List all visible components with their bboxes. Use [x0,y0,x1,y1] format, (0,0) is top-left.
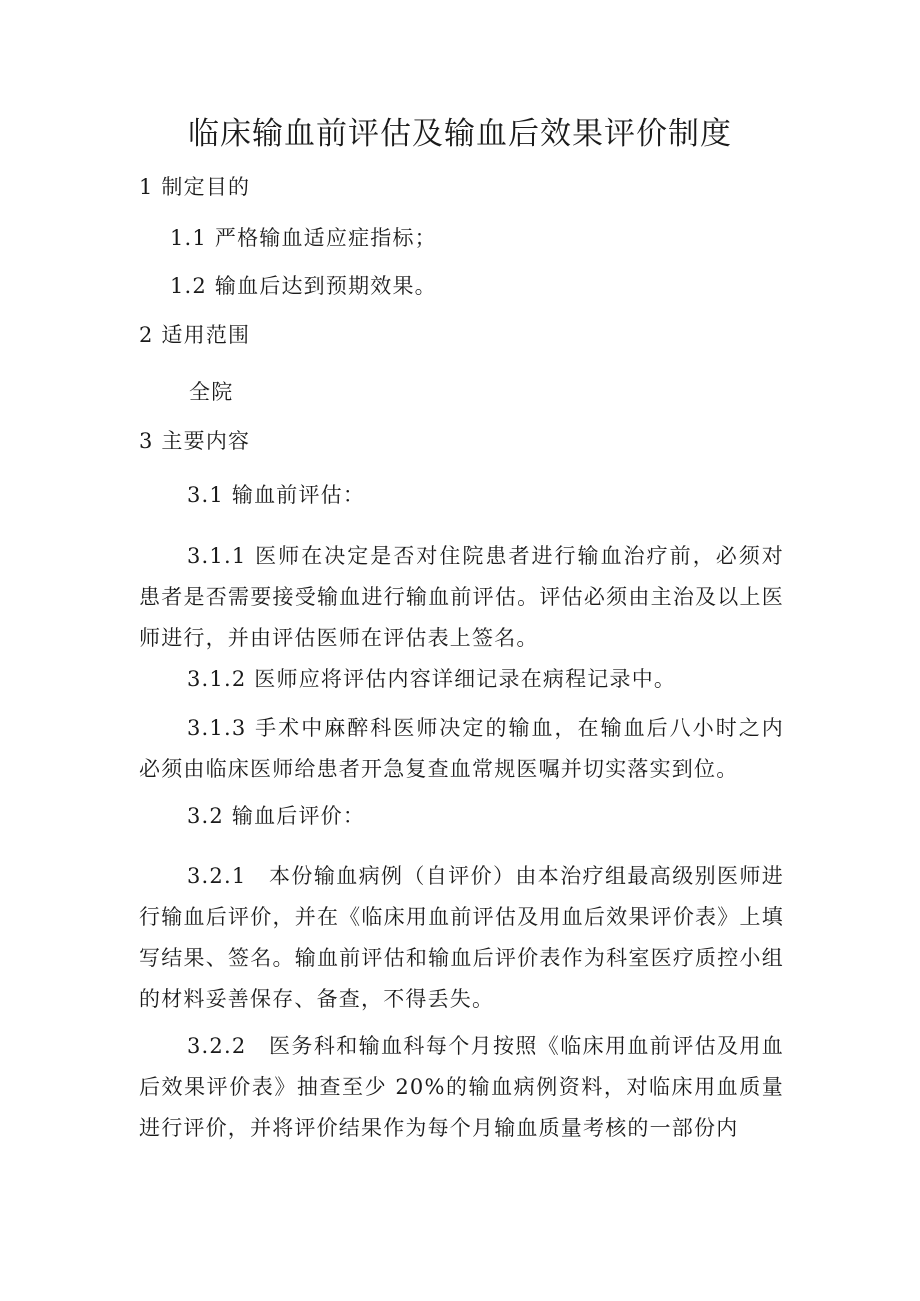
section-3-2-1-paragraph [139,856,784,1020]
section-1-1: 1.1 严格输血适应症指标； [170,226,437,250]
section-3-2-2-text: 3.2.2 医务科和输血科每个月按照《临床用血前评估及用血后效果评价表》抽查至少 20%的输血病例资料，对临床用血质量进行评价，并将评价结果作为每个月输血质量考核的一部份内 [139,1034,784,1140]
section-2-body: 全院 [189,380,234,404]
document-title: 临床输血前评估及输血后效果评价制度 [188,116,732,152]
section-3-1-2-text: 3.1.2 医师应将评估内容详细记录在病程记录中。 [187,667,677,691]
section-1-2: 1.2 输血后达到预期效果。 [170,274,437,298]
section-3-heading: 3 主要内容 [139,429,251,453]
section-3-1-heading: 3.1 输血前评估： [187,483,366,507]
section-3-1-2-paragraph [139,659,784,700]
section-3-1-3-text: 3.1.3 手术中麻醉科医师决定的输血，在输血后八小时之内必须由临床医师给患者开急复查血常规医嘱并切实落实到位。 [139,716,784,781]
section-2-heading: 2 适用范围 [139,323,251,347]
section-3-1-1-text: 3.1.1 医师在决定是否对住院患者进行输血治疗前，必须对患者是否需要接受输血进行输血前评估。评估必须由主治及以上医师进行，并由评估医师在评估表上签名。 [139,544,784,650]
section-1-heading: 1 制定目的 [139,175,251,199]
section-3-1-3-paragraph [139,708,784,790]
section-3-2-2-paragraph [139,1026,784,1149]
section-3-2-heading: 3.2 输血后评价： [187,804,366,828]
section-3-2-1-text: 3.2.1 本份输血病例（自评价）由本治疗组最高级别医师进行输血后评价，并在《临床用血前评估及用血后效果评价表》上填写结果、签名。输血前评估和输血后评价表作为科室医疗质控小组的材料妥善保存、备查，不得丢失。 [139,864,784,1011]
section-3-1-1-paragraph [139,536,784,659]
